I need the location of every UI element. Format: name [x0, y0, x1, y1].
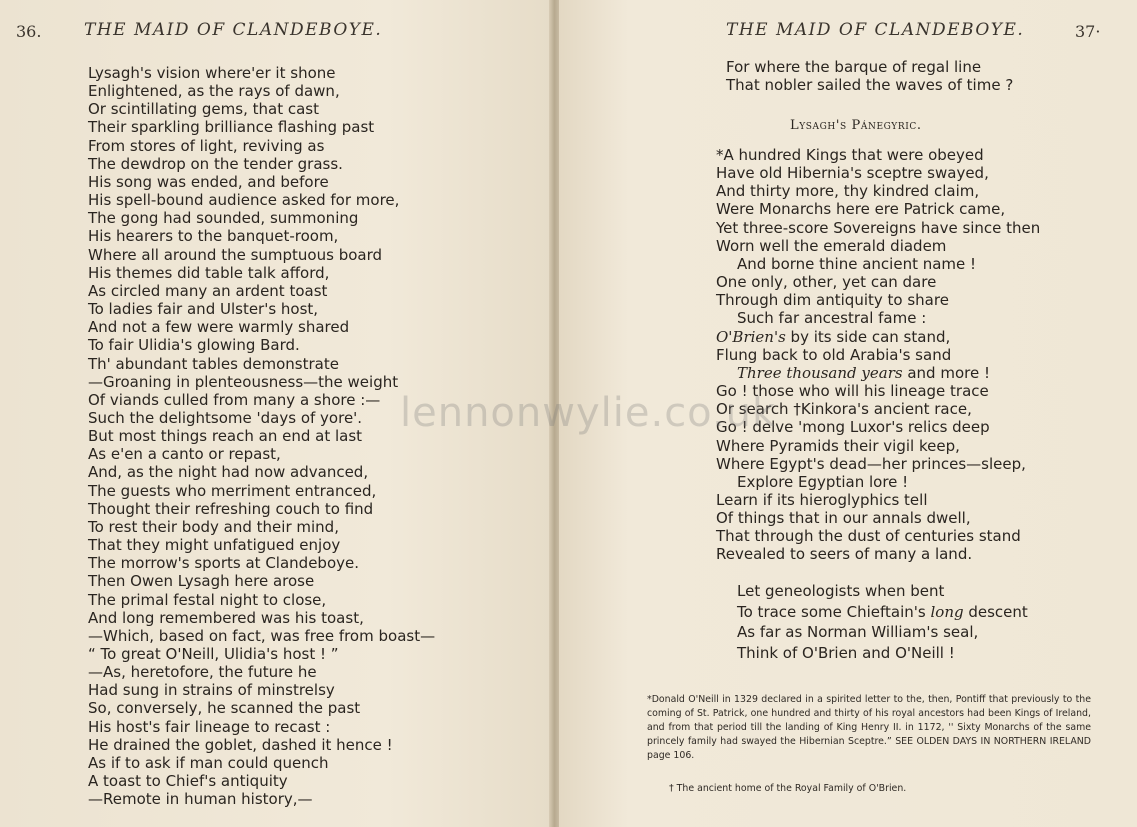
- verse-line: Or scintillating gems, that cast: [88, 100, 319, 119]
- verse-line: Flung back to old Arabia's sand: [716, 345, 952, 364]
- verse-line: That nobler sailed the waves of time ?: [726, 76, 1014, 95]
- verse-line: —Groaning in plenteousness—the weight: [88, 372, 399, 391]
- verse-line: That through the dust of centuries stand: [716, 527, 1021, 546]
- verse-line: Lysagh's vision where'er it shone: [88, 64, 336, 82]
- verse-line: As far as Norman William's seal,: [737, 623, 979, 641]
- verse-line: Then Owen Lysagh here arose: [88, 572, 315, 591]
- verse-line: And not a few were warmly shared: [88, 318, 350, 337]
- verse-line: The primal festal night to close,: [88, 590, 327, 609]
- verse-line: So, conversely, he scanned the past: [88, 699, 361, 718]
- verse-line: His host's fair lineage to recast :: [88, 717, 331, 736]
- right-running-header: THE MAID OF CLANDEBOYE.: [726, 20, 1025, 40]
- verse-line: The dewdrop on the tender grass.: [88, 154, 343, 173]
- verse-line: [716, 328, 1040, 346]
- verse-line: Of viands culled from many a shore :—: [88, 390, 381, 409]
- verse-line: Go ! delve 'mong Luxor's relics deep: [716, 418, 990, 437]
- verse-line: —Remote in human history,—: [88, 790, 313, 809]
- verse-text: and more !: [902, 363, 990, 382]
- verse-line: Where all around the sumptuous board: [88, 245, 383, 264]
- verse-text: descent: [963, 602, 1028, 621]
- verse-line: Where Pyramids their vigil keep,: [716, 436, 960, 455]
- verse-line: As if to ask if man could quench: [88, 753, 329, 772]
- left-page-number: 36.: [16, 22, 42, 41]
- verse-line: Such far ancestral fame :: [737, 309, 927, 328]
- verse-line: Had sung in strains of minstrelsy: [88, 681, 335, 700]
- verse-line: As e'en a canto or repast,: [88, 445, 281, 464]
- left-running-header: THE MAID OF CLANDEBOYE.: [84, 20, 383, 40]
- verse-line: And thirty more, thy kindred claim,: [716, 182, 980, 201]
- verse-line: And, as the night had now advanced,: [88, 463, 369, 482]
- verse-line: [716, 364, 1040, 382]
- right-page-number: 37·: [1075, 22, 1101, 41]
- verse-line: One only, other, yet can dare: [716, 273, 937, 292]
- verse-line: For where the barque of regal line: [726, 58, 982, 76]
- verse-line: Go ! those who will his lineage trace: [716, 382, 989, 401]
- verse-line: To ladies fair and Ulster's host,: [88, 300, 319, 319]
- verse-line: He drained the goblet, dashed it hence !: [88, 735, 393, 754]
- verse-text: To trace some Chieftain's: [737, 602, 931, 621]
- verse-text: by its side can stand,: [785, 327, 951, 346]
- watermark-text: lennonwylie.co.uk: [400, 390, 777, 436]
- verse-line: Worn well the emerald diadem: [716, 236, 947, 255]
- verse-line: To fair Ulidia's glowing Bard.: [88, 336, 300, 355]
- poem-title: Lysagh's Pánegyric.: [790, 118, 922, 133]
- verse-line: [737, 602, 1028, 623]
- verse-line: Where Egypt's dead—her princes—sleep,: [716, 454, 1026, 473]
- verse-line: To rest their body and their mind,: [88, 517, 339, 536]
- verse-line: And long remembered was his toast,: [88, 608, 364, 627]
- verse-line: The gong had sounded, summoning: [88, 209, 359, 228]
- verse-line: Think of O'Brien and O'Neill !: [737, 643, 955, 662]
- verse-line: His themes did table talk afford,: [88, 263, 330, 282]
- verse-line: Revealed to seers of many a land.: [716, 545, 973, 564]
- verse-line: Th' abundant tables demonstrate: [88, 354, 339, 373]
- verse-line: Learn if its hieroglyphics tell: [716, 490, 928, 509]
- verse-line: Such the delightsome 'days of yore'.: [88, 408, 363, 427]
- verse-line: The morrow's sports at Clandeboye.: [88, 554, 359, 573]
- panegyric-verse: [716, 146, 1040, 564]
- verse-line: Of things that in our annals dwell,: [716, 509, 971, 528]
- verse-line: Enlightened, as the rays of dawn,: [88, 82, 340, 101]
- verse-line: Or search †Kinkora's ancient race,: [716, 400, 972, 419]
- verse-line: Their sparkling brilliance flashing past: [88, 118, 375, 137]
- verse-line: Let geneologists when bent: [737, 582, 945, 600]
- verse-line: His hearers to the banquet-room,: [88, 227, 339, 246]
- verse-line: —Which, based on fact, was free from boast—: [88, 626, 436, 645]
- verse-line: His spell-bound audience asked for more,: [88, 191, 400, 210]
- verse-line: “ To great O'Neill, Ulidia's host ! ”: [88, 645, 339, 663]
- verse-line: Through dim antiquity to share: [716, 291, 949, 310]
- left-verse: [88, 64, 435, 808]
- verse-line: The guests who merriment entranced,: [88, 481, 377, 500]
- verse-line: Yet three-score Sovereigns have since then: [716, 218, 1041, 237]
- verse-line: —As, heretofore, the future he: [88, 663, 317, 682]
- verse-line: Have old Hibernia's sceptre swayed,: [716, 164, 989, 183]
- verse-line: But most things reach an end at last: [88, 427, 363, 446]
- verse-line: Explore Egyptian lore !: [737, 472, 909, 491]
- verse-line: A toast to Chief's antiquity: [88, 772, 288, 791]
- verse-line: His song was ended, and before: [88, 172, 329, 191]
- verse-line: From stores of light, reviving as: [88, 136, 325, 155]
- italic-name: O'Brien's: [716, 327, 786, 346]
- verse-line: That they might unfatigued enjoy: [88, 536, 341, 555]
- italic-word: long: [930, 602, 964, 621]
- footnote-kinkora: † The ancient home of the Royal Family of O'Brien.: [669, 783, 907, 794]
- verse-line: As circled many an ardent toast: [88, 281, 328, 300]
- italic-phrase: Three thousand years: [737, 363, 903, 382]
- verse-line: *A hundred Kings that were obeyed: [716, 146, 984, 164]
- verse-line: And borne thine ancient name !: [737, 254, 977, 273]
- verse-line: Were Monarchs here ere Patrick came,: [716, 200, 1006, 219]
- second-stanza: [737, 581, 1028, 663]
- verse-line: Thought their refreshing couch to find: [88, 499, 374, 518]
- right-opening-verse: [726, 58, 1013, 94]
- footnote-donald-oneill: *Donald O'Neill in 1329 declared in a spirited letter to the, then, Pontiff that previously to the coming of St. Patrick, one hundred and thirty of his royal ancestors had been Kings of Ireland, and from that period till the landing of King Henry II. in 1172, '' Sixty Monarchs of the same princely family had swayed the Hibernian Sceptre.” SEE OLDEN DAYS IN NORTHERN IRELAND page 106.: [647, 694, 1091, 761]
